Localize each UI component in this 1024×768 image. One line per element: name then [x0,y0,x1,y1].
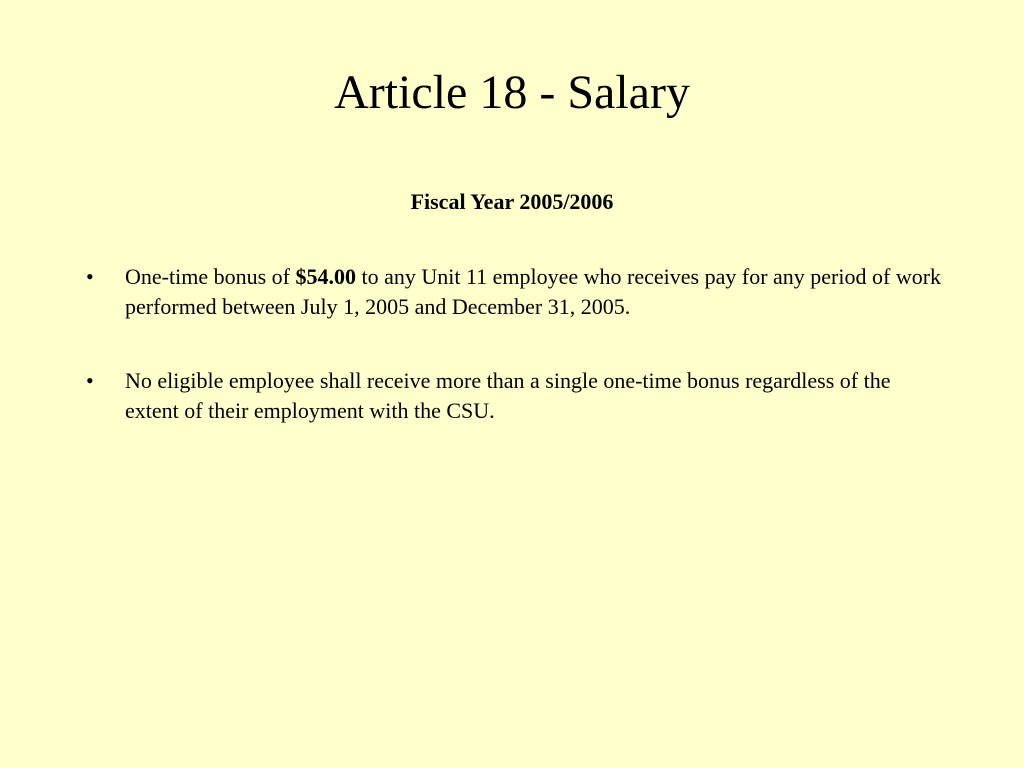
bullet-list [86,262,946,470]
slide-subtitle: Fiscal Year 2005/2006 [410,189,614,214]
bullet-marker-icon: • [86,264,94,289]
bullet-marker-icon: • [86,368,94,393]
bonus-text-before: One-time bonus of [125,264,296,289]
bullet-item-eligibility [86,366,946,426]
bonus-amount: $54.00 [295,264,356,289]
slide-title: Article 18 - Salary [334,66,690,119]
eligibility-text: No eligible employee shall receive more than a single one-time bonus regardless of the extent of their employment with the CSU. [125,368,891,423]
bonus-text-after: to any Unit 11 employee who receives pay for any period of work performed between July 1, 2005 and December 31, 2005. [125,264,942,319]
bullet-item-bonus [86,262,946,322]
